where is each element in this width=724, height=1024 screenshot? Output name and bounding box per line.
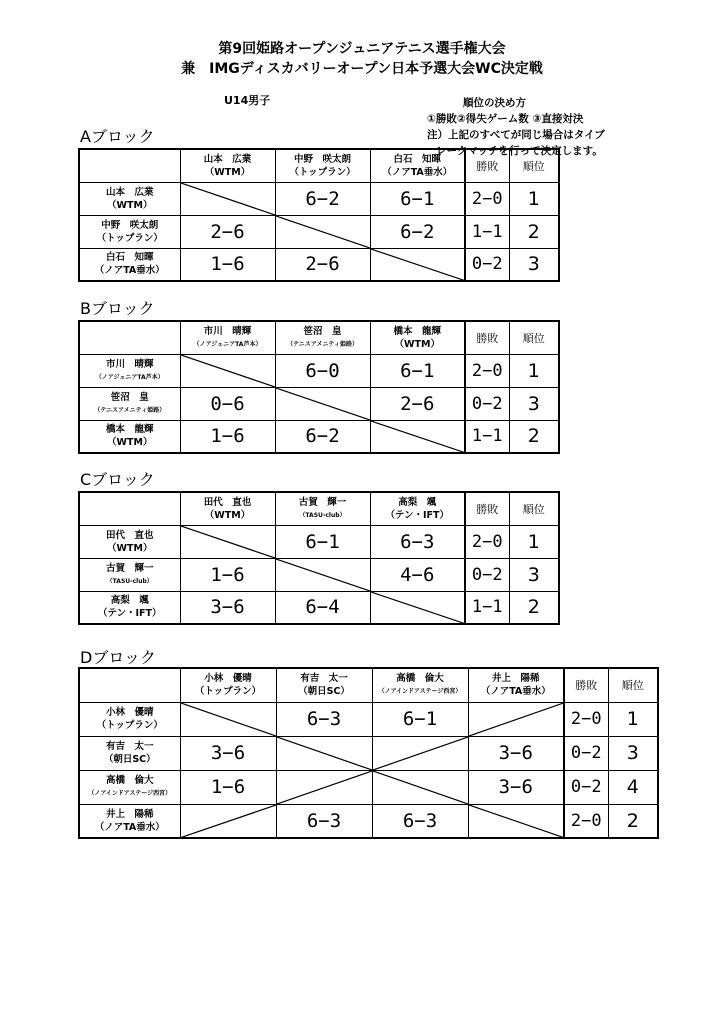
player-row [79, 387, 559, 420]
win-loss-cell: 2−0 [564, 804, 608, 838]
wl-header: 勝敗 [465, 149, 509, 182]
score-cell [468, 702, 564, 736]
score-cell [275, 420, 370, 453]
player-cell [79, 770, 180, 804]
player-row [79, 591, 559, 624]
player-name: 有吉 太一 [105, 741, 154, 752]
player-club: （ノアTA垂水） [94, 821, 165, 833]
rules-line: ①勝敗②得失ゲーム数 ③直接対決 [427, 113, 584, 125]
score-value: 6−1 [305, 530, 340, 553]
score-value: 1−6 [210, 253, 245, 276]
player-cell [79, 420, 180, 453]
opponent-club: （トップラン） [194, 686, 262, 698]
score-cell [468, 804, 564, 838]
diagonal-line [373, 771, 468, 804]
wl-header: 勝敗 [465, 321, 509, 354]
score-cell [468, 736, 564, 770]
player-cell [79, 804, 180, 838]
opponent-club: （TASU-club） [299, 511, 346, 519]
wl-header: 勝敗 [564, 668, 608, 702]
opponent-header [180, 149, 275, 182]
diagonal-line [181, 355, 275, 387]
rank-cell: 3 [509, 387, 559, 420]
score-cell [370, 248, 465, 281]
score-cell [468, 770, 564, 804]
header-row [79, 668, 658, 702]
diagonal-line [469, 805, 564, 838]
opponent-club: （テン・IFT） [385, 509, 450, 521]
score-cell [180, 525, 275, 558]
score-cell [275, 354, 370, 387]
player-cell [79, 702, 180, 736]
player-cell [79, 354, 180, 387]
opponent-club: （WTM） [204, 509, 251, 521]
score-cell [372, 770, 468, 804]
player-cell [79, 736, 180, 770]
rank-cell: 1 [509, 525, 559, 558]
win-loss-cell: 1−1 [465, 420, 509, 453]
win-loss-cell: 1−1 [465, 591, 509, 624]
opponent-name: 高橋 倫大 [396, 673, 444, 685]
win-loss-cell: 2−0 [465, 182, 509, 215]
score-value: 3−6 [498, 776, 533, 798]
player-name: 小林 優晴 [105, 707, 154, 718]
score-cell [180, 215, 275, 248]
opponent-club: （朝日SC） [298, 686, 350, 698]
rank-cell: 3 [608, 736, 658, 770]
score-value: 4−6 [400, 563, 435, 586]
block-title: Dブロック [80, 648, 157, 667]
rank-cell: 3 [509, 558, 559, 591]
diagonal-line [276, 388, 370, 420]
player-club: （WTM） [107, 437, 153, 449]
block-title: Aブロック [80, 127, 155, 146]
corner-cell [79, 321, 180, 354]
round-robin-table [78, 667, 659, 839]
opponent-header [370, 149, 465, 182]
corner-cell [79, 149, 180, 182]
score-cell [180, 354, 275, 387]
opponent-name: 田代 直也 [203, 496, 252, 508]
player-row [79, 215, 559, 248]
player-cell [79, 182, 180, 215]
win-loss-cell: 1−1 [465, 215, 509, 248]
player-cell [79, 558, 180, 591]
opponent-header [370, 492, 465, 525]
diagonal-line [181, 703, 276, 736]
rank-cell: 1 [509, 354, 559, 387]
score-cell [370, 354, 465, 387]
rank-cell: 1 [608, 702, 658, 736]
opponent-header [275, 149, 370, 182]
score-value: 6−2 [305, 425, 340, 448]
win-loss-cell: 0−2 [465, 387, 509, 420]
player-row [79, 248, 559, 281]
player-cell [79, 387, 180, 420]
opponent-name: 白石 知暉 [393, 153, 441, 165]
score-value: 2−6 [305, 253, 340, 276]
player-club: （ノアTA垂水） [94, 265, 165, 277]
diagonal-line [181, 805, 276, 838]
corner-cell [79, 492, 180, 525]
opponent-name: 有吉 太一 [300, 673, 348, 685]
player-row [79, 770, 658, 804]
score-cell [372, 804, 468, 838]
score-value: 6−2 [305, 187, 340, 210]
player-club: （テン・IFT） [97, 608, 162, 620]
block-title: Bブロック [80, 299, 155, 318]
score-value: 6−1 [400, 359, 435, 382]
player-club: （トップラン） [96, 720, 163, 731]
win-loss-cell: 2−0 [465, 525, 509, 558]
rules-line: 注）上記のすべてが同じ場合はタイブ [427, 129, 605, 141]
player-name: 高橋 倫大 [105, 775, 154, 786]
corner-cell [79, 668, 180, 702]
player-club: （ノアインドアステージ西宮） [88, 790, 172, 797]
opponent-header [180, 492, 275, 525]
score-value: 6−1 [400, 187, 435, 210]
score-value: 6−3 [402, 809, 438, 832]
score-cell [276, 702, 372, 736]
score-cell [275, 558, 370, 591]
opponent-club: （ノアインドアステージ西宮） [378, 688, 462, 696]
score-cell [180, 387, 275, 420]
player-row [79, 182, 559, 215]
header-row [79, 492, 559, 525]
score-cell [372, 736, 468, 770]
player-name: 田代 直也 [105, 529, 154, 541]
score-cell [275, 215, 370, 248]
score-cell [370, 591, 465, 624]
page-subtitle: 兼 IMGディスカバリーオープン日本予選大会WC決定戦 [181, 61, 543, 77]
opponent-name: 高梨 颯 [398, 496, 437, 508]
player-row [79, 804, 658, 838]
opponent-header [468, 668, 564, 702]
category-label: U14男子 [224, 94, 271, 107]
score-value: 6−2 [400, 220, 435, 243]
diagonal-line [181, 183, 275, 215]
opponent-name: 古賀 輝一 [298, 496, 347, 508]
win-loss-cell: 0−2 [564, 736, 608, 770]
player-name: 山本 広業 [105, 186, 154, 198]
score-value: 3−6 [210, 742, 246, 764]
score-cell [276, 736, 372, 770]
rank-header: 順位 [509, 321, 559, 354]
score-value: 0−6 [210, 392, 245, 415]
opponent-header [180, 668, 276, 702]
opponent-club: （ノアTA垂水） [382, 166, 453, 178]
rank-header: 順位 [509, 492, 559, 525]
round-robin-table [78, 320, 560, 454]
player-cell [79, 248, 180, 281]
score-cell [275, 591, 370, 624]
score-value: 6−4 [305, 596, 340, 619]
score-value: 6−1 [402, 708, 438, 730]
diagonal-line [373, 737, 468, 770]
round-robin-table [78, 148, 560, 282]
player-name: 笹沼 皇 [110, 391, 149, 403]
opponent-club: （テニスアメニティ姫路） [287, 340, 358, 348]
score-cell [370, 420, 465, 453]
player-row [79, 702, 658, 736]
rank-cell: 1 [509, 182, 559, 215]
player-row [79, 558, 559, 591]
player-club: （WTM） [107, 542, 153, 554]
player-name: 市川 晴輝 [105, 358, 154, 370]
rank-header: 順位 [608, 668, 658, 702]
player-row [79, 525, 559, 558]
opponent-name: 橋本 龍輝 [393, 325, 441, 337]
opponent-name: 小林 優晴 [204, 673, 252, 685]
opponent-header [372, 668, 468, 702]
player-row [79, 354, 559, 387]
opponent-header [370, 321, 465, 354]
score-cell [180, 770, 276, 804]
rank-cell: 2 [509, 420, 559, 453]
opponent-name: 井上 陽稀 [491, 673, 540, 685]
score-cell [275, 525, 370, 558]
score-cell [275, 387, 370, 420]
diagonal-line [181, 526, 275, 558]
score-value: 6−3 [306, 708, 342, 730]
diagonal-line [371, 421, 465, 453]
opponent-name: 中野 咲太朗 [293, 153, 351, 165]
score-cell [180, 248, 275, 281]
score-cell [180, 804, 276, 838]
score-cell [180, 558, 275, 591]
block-title: Cブロック [80, 470, 155, 489]
diagonal-line [277, 771, 372, 804]
player-name: 中野 咲太朗 [101, 219, 159, 231]
opponent-club: （ノアジュニアTA芦本） [193, 340, 262, 348]
score-value: 1−6 [210, 563, 245, 586]
player-cell [79, 591, 180, 624]
opponent-club: （WTM） [204, 166, 251, 178]
diagonal-line [277, 737, 372, 770]
opponent-club: （WTM） [394, 338, 440, 350]
page-title: 第9回姫路オープンジュニアテニス選手権大会 [218, 41, 506, 57]
win-loss-cell: 0−2 [465, 558, 509, 591]
win-loss-cell: 0−2 [564, 770, 608, 804]
player-club: （テニスアメニティ姫路） [94, 406, 166, 414]
score-cell [180, 591, 275, 624]
score-cell [370, 387, 465, 420]
score-cell [275, 182, 370, 215]
score-value: 3−6 [498, 742, 533, 764]
score-value: 6−3 [306, 809, 342, 832]
rank-cell: 3 [509, 248, 559, 281]
opponent-club: （ノアTA垂水） [480, 686, 551, 698]
player-name: 井上 陽稀 [105, 808, 154, 820]
diagonal-line [276, 216, 370, 248]
score-value: 2−6 [400, 392, 435, 415]
header-row [79, 321, 559, 354]
score-cell [372, 702, 468, 736]
score-value: 6−0 [305, 359, 340, 382]
rules-line: レークマッチを行って決定します。 [436, 145, 603, 157]
diagonal-line [276, 559, 370, 591]
player-club: （WTM） [107, 199, 153, 211]
score-cell [180, 736, 276, 770]
score-cell [370, 215, 465, 248]
player-row [79, 736, 658, 770]
player-name: 白石 知暉 [105, 252, 154, 264]
header-row [79, 149, 559, 182]
score-cell [370, 558, 465, 591]
score-cell [275, 248, 370, 281]
opponent-name: 山本 広業 [203, 153, 252, 165]
opponent-name: 笹沼 皇 [303, 325, 342, 337]
rank-cell: 4 [608, 770, 658, 804]
score-value: 6−3 [400, 530, 435, 553]
score-cell [180, 420, 275, 453]
score-value: 1−6 [210, 776, 246, 798]
wl-header: 勝敗 [465, 492, 509, 525]
player-cell [79, 525, 180, 558]
opponent-name: 市川 晴輝 [203, 325, 252, 337]
diagonal-line [469, 703, 564, 736]
round-robin-table [78, 491, 560, 625]
score-cell [180, 702, 276, 736]
diagonal-line [371, 249, 465, 281]
score-cell [370, 525, 465, 558]
rank-header: 順位 [509, 149, 559, 182]
diagonal-line [371, 592, 465, 624]
score-cell [276, 804, 372, 838]
rank-cell: 2 [608, 804, 658, 838]
win-loss-cell: 2−0 [465, 354, 509, 387]
player-club: （TASU-club） [106, 577, 153, 585]
opponent-header [276, 668, 372, 702]
rules-heading: 順位の決め方 [463, 97, 526, 109]
player-cell [79, 215, 180, 248]
opponent-header [180, 321, 275, 354]
score-cell [370, 182, 465, 215]
player-name: 高梨 颯 [110, 595, 149, 607]
score-value: 1−6 [210, 425, 245, 448]
opponent-header [275, 492, 370, 525]
score-cell [180, 182, 275, 215]
player-name: 橋本 龍輝 [105, 424, 154, 436]
opponent-club: （トップラン） [289, 166, 356, 178]
score-cell [276, 770, 372, 804]
player-row [79, 420, 559, 453]
win-loss-cell: 0−2 [465, 248, 509, 281]
rank-cell: 2 [509, 215, 559, 248]
player-club: （ノアジュニアTA芦本） [95, 373, 164, 381]
score-value: 3−6 [210, 596, 245, 619]
player-club: （トップラン） [96, 232, 163, 244]
opponent-header [275, 321, 370, 354]
win-loss-cell: 2−0 [564, 702, 608, 736]
player-club: （朝日SC） [103, 754, 156, 765]
player-name: 古賀 輝一 [105, 562, 154, 574]
score-value: 2−6 [210, 220, 245, 243]
rank-cell: 2 [509, 591, 559, 624]
